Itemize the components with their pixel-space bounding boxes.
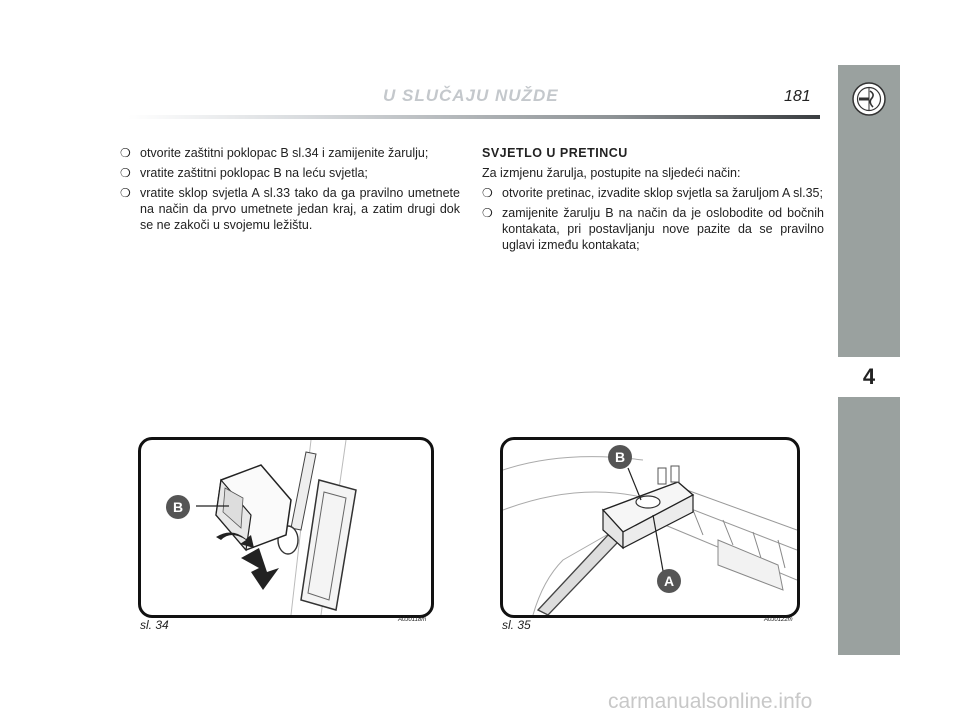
section-heading: SVJETLO U PRETINCU — [482, 146, 628, 160]
figure-label: sl. 35 — [502, 618, 531, 632]
figure-code: A0J0118m — [398, 617, 427, 623]
chapter-tab[interactable]: 4 — [838, 357, 900, 397]
lamp-cover-illustration — [141, 440, 431, 615]
callout-b-marker — [607, 444, 633, 470]
bullet-icon: ❍ — [482, 206, 493, 220]
list-item-text: otvorite zaštitni poklopac B sl.34 i zamijenite žarulju; — [140, 146, 429, 160]
figure-34 — [138, 437, 434, 618]
list-item — [482, 185, 824, 201]
alfa-romeo-logo-icon — [852, 82, 886, 116]
list-item — [120, 165, 460, 181]
bullet-icon: ❍ — [120, 186, 131, 200]
list-item — [120, 145, 460, 161]
page-number: 181 — [784, 88, 811, 105]
list-item — [120, 185, 460, 233]
list-item — [482, 205, 824, 253]
bullet-icon: ❍ — [120, 146, 131, 160]
bullet-icon: ❍ — [120, 166, 131, 180]
right-column — [482, 145, 824, 257]
figure-code: A0J0122m — [764, 617, 793, 623]
intro-text: Za izmjenu žarulja, postupite na sljedeći način: — [482, 166, 741, 180]
callout-label: B — [614, 449, 626, 465]
bullet-icon: ❍ — [482, 186, 493, 200]
header-rule — [128, 115, 820, 119]
callout-a-marker — [656, 568, 682, 594]
figure-label: sl. 34 — [140, 618, 169, 632]
figure-35 — [500, 437, 800, 618]
left-column — [120, 145, 460, 237]
list-item-text: zamijenite žarulju B na način da je oslobodite od bočnih kontakata, pri postavljanju nove pazite da se pravilno uglavi između kontakata; — [502, 206, 824, 252]
section-title: U SLUČAJU NUŽDE — [383, 86, 559, 105]
callout-label: B — [172, 499, 184, 515]
watermark: carmanualsonline.info — [608, 690, 813, 713]
list-item-text: vratite sklop svjetla A sl.33 tako da ga pravilno umetnete na način da prvo umetnete jedan kraj, a zatim drugi dok se ne zakoči u svojemu ležištu. — [140, 186, 460, 232]
list-item-text: otvorite pretinac, izvadite sklop svjetla sa žaruljom A sl.35; — [502, 186, 823, 200]
list-item-text: vratite zaštitni poklopac B na leću svjetla; — [140, 166, 368, 180]
callout-b-marker — [165, 494, 191, 520]
glovebox-lamp-illustration — [503, 440, 797, 615]
callout-label: A — [663, 573, 675, 589]
